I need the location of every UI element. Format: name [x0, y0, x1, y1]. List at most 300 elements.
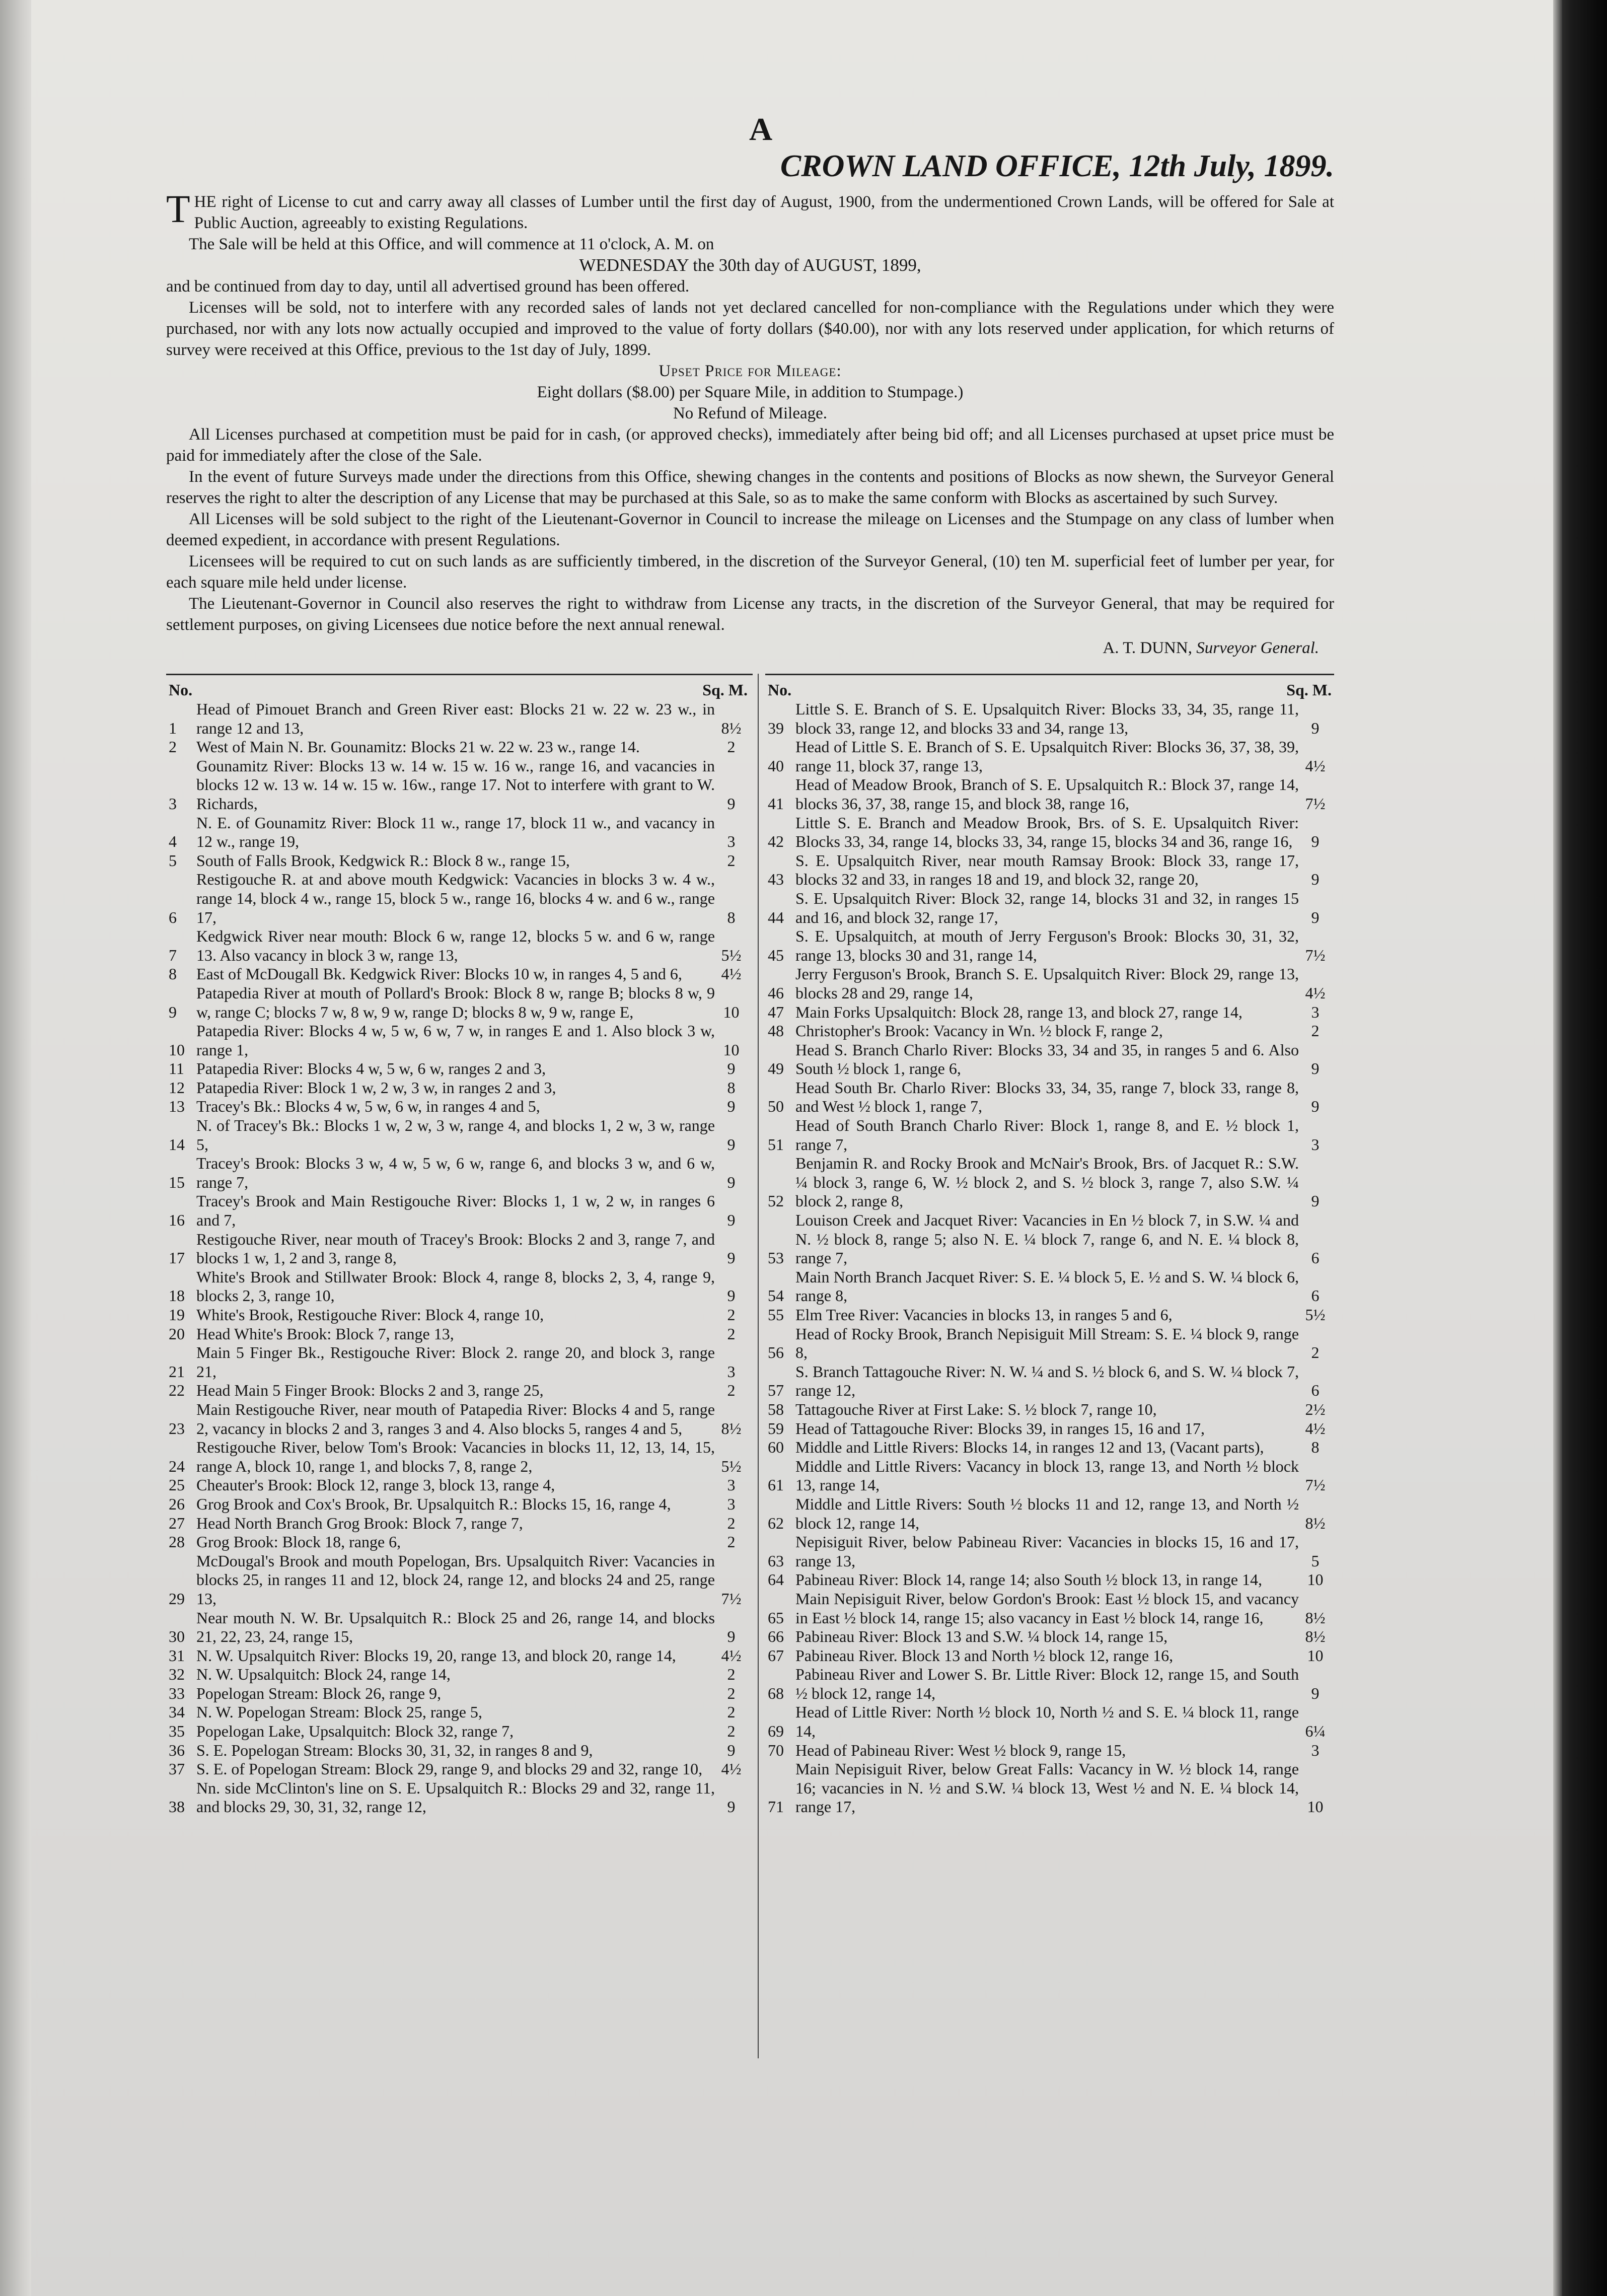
- lot-number: 9: [169, 1002, 177, 1021]
- lot-square-miles: 5: [1311, 1551, 1320, 1570]
- lot-description: Grog Brook: Block 18, range 6,: [196, 1533, 401, 1551]
- lot-description: N. E. of Gounamitz River: Block 11 w., range 17, block 11 w., and vacancy in 12 w., range 19,: [196, 813, 715, 851]
- notice-paragraph-2: The Sale will be held at this Office, and will commence at 11 o'clock, A. M. on: [189, 235, 714, 253]
- lot-number: 27: [169, 1514, 185, 1532]
- lot-description: Tracey's Brook and Main Restigouche River: Blocks 1, 1 w, 2 w, in ranges 6 and 7,: [196, 1192, 715, 1230]
- notice-paragraph-4: and be continued from day to day, until all advertised ground has been offered.: [166, 277, 690, 296]
- lot-number: 25: [169, 1476, 185, 1494]
- lot-description: Main North Branch Jacquet River: S. E. ¼ block 5, E. ½ and S. W. ¼ block 6, range 8,: [795, 1267, 1299, 1305]
- lot-number: 7: [169, 946, 177, 964]
- lot-description: Christopher's Brook: Vacancy in Wn. ½ block F, range 2,: [795, 1022, 1163, 1040]
- lot-entry: [768, 1457, 1332, 1495]
- lot-description: Little S. E. Branch of S. E. Upsalquitch River: Blocks 33, 34, 35, range 11, block 33, range 12, and blocks 33 and 34, range 13,: [795, 700, 1299, 737]
- lot-square-miles: 3: [1311, 1135, 1320, 1154]
- lot-square-miles: 6: [1311, 1286, 1320, 1305]
- lot-square-miles: 9: [727, 1059, 736, 1078]
- lot-square-miles: 9: [1311, 870, 1320, 889]
- lot-square-miles: 9: [727, 1211, 736, 1230]
- lot-entry: [768, 814, 1332, 851]
- lot-description: S. Branch Tattagouche River: N. W. ¼ and S. ½ block 6, and S. W. ¼ block 7, range 12,: [795, 1362, 1299, 1400]
- lot-square-miles: 9: [1311, 1684, 1320, 1702]
- lot-square-miles: 9: [727, 1627, 736, 1646]
- lot-description: Head of Rocky Brook, Branch Nepisiguit Mill Stream: S. E. ¼ block 9, range 8,: [795, 1324, 1299, 1362]
- lot-entry: [768, 1400, 1332, 1419]
- lot-square-miles: 2: [727, 1665, 736, 1684]
- lot-number: 63: [768, 1551, 784, 1570]
- lot-description: Pabineau River: Block 13 and S.W. ¼ block 14, range 15,: [795, 1627, 1168, 1646]
- lot-number: 28: [169, 1533, 185, 1551]
- lot-square-miles: 3: [727, 1476, 736, 1494]
- lot-entry: [169, 1665, 748, 1684]
- lot-description: Jerry Ferguson's Brook, Branch S. E. Upsalquitch River: Block 29, range 13, blocks 28 and 29, range 14,: [795, 965, 1299, 1002]
- lot-entry: [169, 1154, 748, 1192]
- upset-price-line: Eight dollars ($8.00) per Square Mile, in addition to Stumpage.): [537, 383, 964, 401]
- signature-title: Surveyor General.: [1196, 639, 1319, 657]
- lot-description: Head of South Branch Charlo River: Block 1, range 8, and E. ½ block 1, range 7,: [795, 1116, 1299, 1154]
- lot-square-miles: 2: [727, 1684, 736, 1702]
- lot-number: 26: [169, 1494, 185, 1513]
- lot-entry: [169, 1306, 748, 1325]
- lot-number: 69: [768, 1722, 784, 1741]
- notice-paragraph-1: THE right of License to cut and carry away all classes of Lumber until the first day of August, 1900, from the undermentioned Crown Lands, will be offered for Sale at Public Auction, agreeably to existing Regulations.: [166, 187, 1334, 232]
- lot-description: Grog Brook and Cox's Brook, Br. Upsalquitch R.: Blocks 15, 16, range 4,: [196, 1494, 671, 1513]
- lot-entry: [169, 851, 748, 871]
- lot-description: N. of Tracey's Bk.: Blocks 1 w, 2 w, 3 w, range 4, and blocks 1, 2 w, 3 w, range 5,: [196, 1116, 715, 1154]
- lot-square-miles: 9: [727, 1286, 736, 1305]
- lot-description: Louison Creek and Jacquet River: Vacancies in En ½ block 7, in S.W. ¼ and N. ½ block 8, range 5; also N. E. ¼ block 7, range 6, and N. E. ¼ block 8, range 7,: [795, 1211, 1299, 1267]
- lot-description: Tracey's Bk.: Blocks 4 w, 5 w, 6 w, in ranges 4 and 5,: [196, 1097, 540, 1116]
- lot-description: White's Brook, Restigouche River: Block 4, range 10,: [196, 1306, 544, 1324]
- lot-description: Main Restigouche River, near mouth of Patapedia River: Blocks 4 and 5, range 2, vacancy in blocks 2 and 3, ranges 3 and 4. Also blocks 5, ranges 4 and 5,: [196, 1400, 715, 1438]
- lot-description: Benjamin R. and Rocky Brook and McNair's Brook, Brs. of Jacquet R.: S.W. ¼ block 3, range 6, W. ½ block 2, and S. ½ block 3, range 7, also S.W. ¼ block 2, range 8,: [795, 1154, 1299, 1210]
- lot-square-miles: 2: [727, 1703, 736, 1721]
- lot-entry: [768, 1495, 1332, 1533]
- lot-square-miles: 8½: [1305, 1627, 1326, 1646]
- lot-square-miles: 4½: [1305, 983, 1326, 1002]
- notice-body: [166, 187, 1334, 659]
- lot-entry: [768, 1419, 1332, 1439]
- left-column-listing: [169, 681, 748, 1817]
- lot-description: Nn. side McClinton's line on S. E. Upsalquitch R.: Blocks 29 and 32, range 11, and blocks 29, 30, 31, 32, range 12,: [196, 1778, 715, 1816]
- lot-entry: [768, 1627, 1332, 1646]
- column-header: [768, 681, 1332, 700]
- lot-number: 44: [768, 908, 784, 926]
- lot-number: 40: [768, 756, 784, 775]
- lot-square-miles: 7½: [1305, 946, 1326, 964]
- lot-number: 19: [169, 1306, 185, 1324]
- lot-description: S. E. Upsalquitch River: Block 32, range 14, blocks 31 and 32, in ranges 15 and 16, and block 32, range 17,: [795, 889, 1299, 926]
- lot-entry: [768, 1211, 1332, 1268]
- lot-number: 32: [169, 1665, 185, 1684]
- lot-description: S. E. Upsalquitch, at mouth of Jerry Ferguson's Brook: Blocks 30, 31, 32, range 13, blocks 30 and 31, range 14,: [795, 927, 1299, 964]
- lot-number: 38: [169, 1798, 185, 1816]
- lot-number: 1: [169, 719, 177, 737]
- lot-entry: [169, 700, 748, 738]
- lot-square-miles: 8: [727, 1078, 736, 1097]
- lot-square-miles: 3: [727, 832, 736, 851]
- lot-square-miles: 8½: [721, 719, 742, 737]
- lot-number: 49: [768, 1059, 784, 1078]
- lot-square-miles: 4½: [721, 1646, 742, 1665]
- lot-number: 42: [768, 832, 784, 851]
- lot-square-miles: 2: [727, 1306, 736, 1324]
- no-refund-line: No Refund of Mileage.: [673, 404, 828, 422]
- lot-entry: [768, 1646, 1332, 1666]
- lot-description: Middle and Little Rivers: South ½ blocks 11 and 12, range 13, and North ½ block 12, range 14,: [795, 1494, 1299, 1532]
- lot-number: 47: [768, 1002, 784, 1021]
- lot-entry: [768, 1041, 1332, 1079]
- lot-number: 10: [169, 1040, 185, 1059]
- lot-description: Main Nepisiguit River, below Gordon's Brook: East ½ block 15, and vacancy in East ½ block 14, range 15; also vacancy in East ½ block 14, range 16,: [795, 1589, 1299, 1627]
- lot-entry: [169, 1022, 748, 1059]
- lot-entry: [768, 738, 1332, 775]
- lot-description: Head Main 5 Finger Brook: Blocks 2 and 3, range 25,: [196, 1381, 544, 1400]
- lot-number: 13: [169, 1097, 185, 1116]
- lot-description: Elm Tree River: Vacancies in blocks 13, in ranges 5 and 6,: [795, 1306, 1173, 1324]
- lot-entry: [169, 1059, 748, 1079]
- lot-description: Pabineau River. Block 13 and North ½ block 12, range 16,: [795, 1646, 1174, 1665]
- lot-description: Popelogan Stream: Block 26, range 9,: [196, 1684, 442, 1702]
- lot-entry: [169, 1646, 748, 1666]
- lot-number: 51: [768, 1135, 784, 1154]
- lot-description: South of Falls Brook, Kedgwick R.: Block 8 w., range 15,: [196, 851, 570, 870]
- lot-entry: [169, 814, 748, 851]
- lot-entry: [768, 1306, 1332, 1325]
- lot-number: 64: [768, 1570, 784, 1589]
- drop-cap-letter: T: [166, 187, 190, 231]
- signature-name: A. T. DUNN,: [1103, 639, 1192, 657]
- lot-square-miles: 9: [1311, 1097, 1320, 1116]
- lot-number: 2: [169, 738, 177, 756]
- lot-square-miles: 9: [727, 1135, 736, 1154]
- lot-description: Restigouche River, below Tom's Brook: Vacancies in blocks 11, 12, 13, 14, 15, range A, block 10, range 1, and blocks 7, 8, range 2,: [196, 1438, 715, 1475]
- lot-entry: [169, 1609, 748, 1646]
- lot-entry: [169, 1325, 748, 1344]
- lot-number: 21: [169, 1362, 185, 1381]
- lot-square-miles: 2: [727, 1722, 736, 1741]
- lot-description: Restigouche R. at and above mouth Kedgwick: Vacancies in blocks 3 w. 4 w., range 14, block 4 w., range 15, block 5 w., range 16, blocks 4 w. and 6 w., range 17,: [196, 870, 715, 926]
- lot-entry: [768, 1665, 1332, 1703]
- lot-entry: [169, 1779, 748, 1817]
- lot-entry: [768, 1325, 1332, 1362]
- lot-number: 29: [169, 1589, 185, 1608]
- lot-entry: [169, 1741, 748, 1760]
- lot-number: 34: [169, 1703, 185, 1721]
- lot-number: 57: [768, 1381, 784, 1400]
- lot-square-miles: 7½: [1305, 1476, 1326, 1494]
- lot-entry: [169, 1268, 748, 1306]
- lot-square-miles: 5½: [721, 1457, 742, 1475]
- lot-number: 23: [169, 1419, 185, 1438]
- lot-number: 60: [768, 1438, 784, 1457]
- lot-description: S. E. Upsalquitch River, near mouth Ramsay Brook: Block 33, range 17, blocks 32 and 33, in ranges 18 and 19, and block 32, range 20,: [795, 851, 1299, 889]
- lot-square-miles: 10: [723, 1002, 740, 1021]
- office-dateline: CROWN LAND OFFICE, 12th July, 1899.: [780, 149, 1334, 183]
- lot-description: N. W. Popelogan Stream: Block 25, range 5,: [196, 1703, 482, 1721]
- lot-square-miles: 9: [727, 1741, 736, 1759]
- lot-entry: [169, 1760, 748, 1779]
- lot-entry: [169, 757, 748, 814]
- lot-number: 17: [169, 1249, 185, 1267]
- lot-square-miles: 4½: [1305, 756, 1326, 775]
- lot-entry: [169, 1438, 748, 1476]
- lot-description: Kedgwick River near mouth: Block 6 w, range 12, blocks 5 w. and 6 w, range 13. Also vacancy in block 3 w, range 13,: [196, 927, 715, 964]
- lot-square-miles: 9: [727, 794, 736, 813]
- lot-entry: [768, 1741, 1332, 1760]
- lot-description: Patapedia River: Block 1 w, 2 w, 3 w, in ranges 2 and 3,: [196, 1078, 556, 1097]
- lot-description: Main 5 Finger Bk., Restigouche River: Block 2. range 20, and block 3, range 21,: [196, 1343, 715, 1381]
- lot-entry: [768, 889, 1332, 927]
- lot-number: 70: [768, 1741, 784, 1759]
- lot-entry: [768, 1079, 1332, 1116]
- lot-number: 18: [169, 1286, 185, 1305]
- lot-description: Main Nepisiguit River, below Great Falls: Vacancy in W. ½ block 14, range 16; vacancies in N. ½ and S.W. ¼ block 13, West ½ and N. E. ¼ block 14, range 17,: [795, 1760, 1299, 1816]
- lot-entry: [169, 1684, 748, 1703]
- lot-number: 6: [169, 908, 177, 926]
- lot-description: Head of Little River: North ½ block 10, North ½ and S. E. ¼ block 11, range 14,: [795, 1703, 1299, 1741]
- sheet-letter: A: [749, 111, 773, 147]
- lot-number: 31: [169, 1646, 185, 1665]
- lot-description: Little S. E. Branch and Meadow Brook, Brs. of S. E. Upsalquitch River: Blocks 33, 34, range 14, blocks 33, 34, range 15, blocks 34 and 36, range 16,: [795, 813, 1299, 851]
- lot-entry: [169, 738, 748, 757]
- lot-square-miles: 4½: [1305, 1419, 1326, 1438]
- lot-number: 48: [768, 1022, 784, 1040]
- lot-entry: [169, 1552, 748, 1609]
- lot-description: Near mouth N. W. Br. Upsalquitch R.: Block 25 and 26, range 14, and blocks 21, 22, 23, 24, range 15,: [196, 1608, 715, 1646]
- lot-square-miles: 9: [1311, 908, 1320, 926]
- lot-number: 56: [768, 1343, 784, 1362]
- lot-number: 30: [169, 1627, 185, 1646]
- lot-square-miles: 6: [1311, 1249, 1320, 1267]
- lot-square-miles: 10: [723, 1040, 740, 1059]
- lot-square-miles: 10: [1307, 1798, 1324, 1816]
- notice-paragraph-12: Licensees will be required to cut on such lands as are sufficiently timbered, in the discretion of the Surveyor General, (10) ten M. superficial feet of lumber per year, for each square mile held under license.: [166, 552, 1334, 592]
- lot-square-miles: 9: [727, 1173, 736, 1191]
- lot-entry: [768, 1022, 1332, 1041]
- lot-number: 61: [768, 1476, 784, 1494]
- lot-entry: [169, 1533, 748, 1552]
- notice-paragraph-9: All Licenses purchased at competition must be paid for in cash, (or approved checks), immediately after being bid off; and all Licenses purchased at upset price must be paid for immediately after the close of the Sale.: [166, 425, 1334, 465]
- lot-entry: [768, 965, 1332, 1002]
- no-column-label: No.: [768, 681, 792, 699]
- lot-square-miles: 6: [1311, 1381, 1320, 1400]
- lot-description: Cheauter's Brook: Block 12, range 3, block 13, range 4,: [196, 1476, 555, 1494]
- lot-square-miles: 9: [727, 1097, 736, 1116]
- lot-description: Head of Pabineau River: West ½ block 9, range 15,: [795, 1741, 1126, 1759]
- sq-m-column-label: Sq. M.: [702, 681, 748, 699]
- lot-square-miles: 9: [727, 1249, 736, 1267]
- lot-description: Middle and Little Rivers: Blocks 14, in ranges 12 and 13, (Vacant parts),: [795, 1438, 1264, 1457]
- lot-description: Pabineau River and Lower S. Br. Little River: Block 12, range 15, and South ½ block 12, range 14,: [795, 1665, 1299, 1702]
- lot-square-miles: 9: [1311, 1059, 1320, 1078]
- lot-entry: [169, 1192, 748, 1230]
- left-column-rule: [166, 674, 753, 675]
- lot-number: 20: [169, 1324, 185, 1343]
- lot-number: 11: [169, 1059, 184, 1078]
- page-dark-border: [1553, 0, 1607, 2296]
- lot-number: 59: [768, 1419, 784, 1438]
- lot-entry: [169, 965, 748, 984]
- lot-number: 4: [169, 832, 177, 851]
- lot-number: 52: [768, 1192, 784, 1210]
- sale-date-line: WEDNESDAY the 30th day of AUGUST, 1899,: [579, 255, 921, 275]
- lot-entry: [169, 1400, 748, 1438]
- lot-entry: [169, 1495, 748, 1514]
- lot-description: Head of Tattagouche River: Blocks 39, in ranges 15, 16 and 17,: [795, 1419, 1205, 1438]
- lot-number: 22: [169, 1381, 185, 1400]
- lot-number: 16: [169, 1211, 185, 1230]
- lot-entry: [169, 1343, 748, 1381]
- lot-number: 55: [768, 1306, 784, 1324]
- lot-entry: [169, 1703, 748, 1722]
- lot-square-miles: 4½: [721, 1760, 742, 1778]
- lot-entry: [768, 1760, 1332, 1817]
- lot-entry: [768, 1590, 1332, 1627]
- lot-square-miles: 9: [727, 1798, 736, 1816]
- lot-square-miles: 4½: [721, 965, 742, 983]
- lot-number: 65: [768, 1608, 784, 1627]
- lot-square-miles: 5½: [1305, 1306, 1326, 1324]
- lot-square-miles: 9: [1311, 1192, 1320, 1210]
- right-column-listing: [768, 681, 1332, 1817]
- lot-square-miles: 3: [727, 1362, 736, 1381]
- lot-entry: [768, 700, 1332, 738]
- lot-square-miles: 2: [1311, 1022, 1320, 1040]
- sq-m-column-label: Sq. M.: [1286, 681, 1332, 699]
- lot-entry: [169, 870, 748, 927]
- lot-entry: [169, 1722, 748, 1741]
- lot-description: Tattagouche River at First Lake: S. ½ block 7, range 10,: [795, 1400, 1157, 1418]
- lot-square-miles: 5½: [721, 946, 742, 964]
- lot-number: 5: [169, 851, 177, 870]
- page-binding-edge: [0, 0, 31, 2296]
- lot-description: Restigouche River, near mouth of Tracey's Brook: Blocks 2 and 3, range 7, and blocks 1 w, 1, 2 and 3, range 8,: [196, 1230, 715, 1267]
- lot-square-miles: 2: [727, 851, 736, 870]
- lot-number: 3: [169, 794, 177, 813]
- lot-square-miles: 2: [727, 738, 736, 756]
- lot-description: Nepisiguit River, below Pabineau River: Vacancies in blocks 15, 16 and 17, range 13,: [795, 1533, 1299, 1570]
- column-divider: [758, 674, 759, 2058]
- left-entries: [169, 700, 748, 1817]
- lot-entry: [169, 1476, 748, 1495]
- lot-entry: [169, 1514, 748, 1533]
- lot-description: Main Forks Upsalquitch: Block 28, range 13, and block 27, range 14,: [795, 1002, 1243, 1021]
- lot-entry: [768, 1362, 1332, 1400]
- lot-description: Head South Br. Charlo River: Blocks 33, 34, 35, range 7, block 33, range 8, and West ½ block 1, range 7,: [795, 1078, 1299, 1116]
- lot-description: Popelogan Lake, Upsalquitch: Block 32, range 7,: [196, 1722, 514, 1741]
- lot-number: 8: [169, 965, 177, 983]
- upset-price-heading: Upset Price for Mileage:: [659, 362, 842, 380]
- lot-number: 43: [768, 870, 784, 889]
- lot-number: 36: [169, 1741, 185, 1759]
- lot-square-miles: 9: [1311, 832, 1320, 851]
- lot-description: S. E. of Popelogan Stream: Block 29, range 9, and blocks 29 and 32, range 10,: [196, 1760, 703, 1778]
- no-column-label: No.: [169, 681, 193, 699]
- lot-description: West of Main N. Br. Gounamitz: Blocks 21 w. 22 w. 23 w., range 14.: [196, 738, 640, 756]
- lot-number: 67: [768, 1646, 784, 1665]
- lot-square-miles: 8: [1311, 1438, 1320, 1457]
- lot-entry: [169, 1230, 748, 1268]
- lot-entry: [768, 1533, 1332, 1570]
- lot-number: 14: [169, 1135, 185, 1154]
- lot-description: Tracey's Brook: Blocks 3 w, 4 w, 5 w, 6 w, range 6, and blocks 3 w, and 6 w, range 7,: [196, 1154, 715, 1191]
- lot-entry: [768, 1570, 1332, 1590]
- lot-square-miles: 8½: [1305, 1514, 1326, 1532]
- lot-description: McDougal's Brook and mouth Popelogan, Brs. Upsalquitch River: Vacancies in blocks 25, in ranges 11 and 12, block 24, range 12, and blocks 24 and 25, range 13,: [196, 1551, 715, 1608]
- lot-number: 68: [768, 1684, 784, 1702]
- lot-entry: [768, 927, 1332, 965]
- lot-description: Patapedia River: Blocks 4 w, 5 w, 6 w, ranges 2 and 3,: [196, 1059, 546, 1078]
- lot-square-miles: 3: [1311, 1741, 1320, 1759]
- lot-square-miles: 3: [727, 1494, 736, 1513]
- lot-number: 37: [169, 1760, 185, 1778]
- lot-description: Patapedia River: Blocks 4 w, 5 w, 6 w, 7 w, in ranges E and 1. Also block 3 w, range 1,: [196, 1022, 715, 1059]
- lot-description: N. W. Upsalquitch River: Blocks 19, 20, range 13, and block 20, range 14,: [196, 1646, 676, 1665]
- lot-square-miles: 9: [1311, 719, 1320, 737]
- lot-entry: [169, 1079, 748, 1098]
- lot-entry: [768, 1703, 1332, 1741]
- lot-entry: [768, 1116, 1332, 1154]
- lot-entry: [169, 984, 748, 1022]
- lot-entry: [768, 1438, 1332, 1457]
- lot-square-miles: 2: [1311, 1343, 1320, 1362]
- lot-description: Head of Meadow Brook, Branch of S. E. Upsalquitch R.: Block 37, range 14, blocks 36, 37, 38, range 15, and block 38, range 16,: [795, 775, 1299, 813]
- lot-description: Head White's Brook: Block 7, range 13,: [196, 1324, 454, 1343]
- notice-paragraph-10: In the event of future Surveys made under the directions from this Office, shewing changes in the contents and positions of Blocks as now shewn, the Surveyor General reserves the right to alter the description of any License that may be purchased at this Sale, so as to make the same conform with Blocks as ascertained by such Survey.: [166, 468, 1334, 507]
- notice-paragraph-11: All Licenses will be sold subject to the right of the Lieutenant-Governor in Council to increase the mileage on Licenses and the Stumpage on any class of lumber when deemed expedient, in accordance with present Regulations.: [166, 510, 1334, 549]
- lot-description: Middle and Little Rivers: Vacancy in block 13, range 13, and North ½ block 13, range 14,: [795, 1457, 1299, 1494]
- lot-description: Head of Pimouet Branch and Green River east: Blocks 21 w. 22 w. 23 w., in range 12 and 13,: [196, 700, 715, 737]
- lot-square-miles: 2½: [1305, 1400, 1326, 1418]
- lot-square-miles: 10: [1307, 1646, 1324, 1665]
- lot-description: Head S. Branch Charlo River: Blocks 33, 34 and 35, in ranges 5 and 6. Also South ½ block 1, range 6,: [795, 1040, 1299, 1078]
- signature-line: [166, 637, 1334, 659]
- lot-square-miles: 8½: [1305, 1608, 1326, 1627]
- lot-number: 41: [768, 794, 784, 813]
- lot-square-miles: 10: [1307, 1570, 1324, 1589]
- lot-description: White's Brook and Stillwater Brook: Block 4, range 8, blocks 2, 3, 4, range 9, blocks 2, 3, range 10,: [196, 1267, 715, 1305]
- lot-square-miles: 8: [727, 908, 736, 926]
- lot-entry: [768, 1154, 1332, 1211]
- lot-number: 12: [169, 1078, 185, 1097]
- lot-square-miles: 6¼: [1305, 1722, 1326, 1741]
- lot-entry: [768, 1268, 1332, 1306]
- lot-square-miles: 7½: [1305, 794, 1326, 813]
- lot-description: Head of Little S. E. Branch of S. E. Upsalquitch River: Blocks 36, 37, 38, 39, range 11, block 37, range 13,: [795, 738, 1299, 775]
- lot-entry: [768, 775, 1332, 813]
- lot-entry: [169, 1097, 748, 1116]
- right-column-rule: [765, 674, 1334, 675]
- lot-number: 24: [169, 1457, 185, 1475]
- lot-number: 53: [768, 1249, 784, 1267]
- lot-description: Head North Branch Grog Brook: Block 7, range 7,: [196, 1514, 523, 1532]
- column-header: [169, 681, 748, 700]
- lot-number: 62: [768, 1514, 784, 1532]
- lot-square-miles: 2: [727, 1381, 736, 1400]
- lot-number: 39: [768, 719, 784, 737]
- notice-paragraph-5: Licenses will be sold, not to interfere with any recorded sales of lands not yet declared cancelled for non-compliance with the Regulations under which they were purchased, nor with any lots now actually occupied and improved to the value of forty dollars ($40.00), nor with any lots reserved under application, for which returns of survey were received at this Office, previous to the 1st day of July, 1899.: [166, 299, 1334, 359]
- lot-number: 33: [169, 1684, 185, 1702]
- lot-entry: [169, 1116, 748, 1154]
- lot-description: Gounamitz River: Blocks 13 w. 14 w. 15 w. 16 w., range 16, and vacancies in blocks 12 w. 13 w. 14 w. 15 w. 16w., range 17. Not to interfere with grant to W. Richards,: [196, 756, 715, 813]
- lot-entry: [169, 1381, 748, 1400]
- lot-number: 58: [768, 1400, 784, 1418]
- lot-square-miles: 2: [727, 1514, 736, 1532]
- lot-square-miles: 3: [1311, 1002, 1320, 1021]
- lot-square-miles: 8½: [721, 1419, 742, 1438]
- lot-description: Patapedia River at mouth of Pollard's Brook: Block 8 w, range B; blocks 8 w, 9 w, range C; blocks 7 w, 8 w, 9 w, range D; blocks 8 w, 9 w, range E,: [196, 983, 715, 1021]
- right-entries: [768, 700, 1332, 1817]
